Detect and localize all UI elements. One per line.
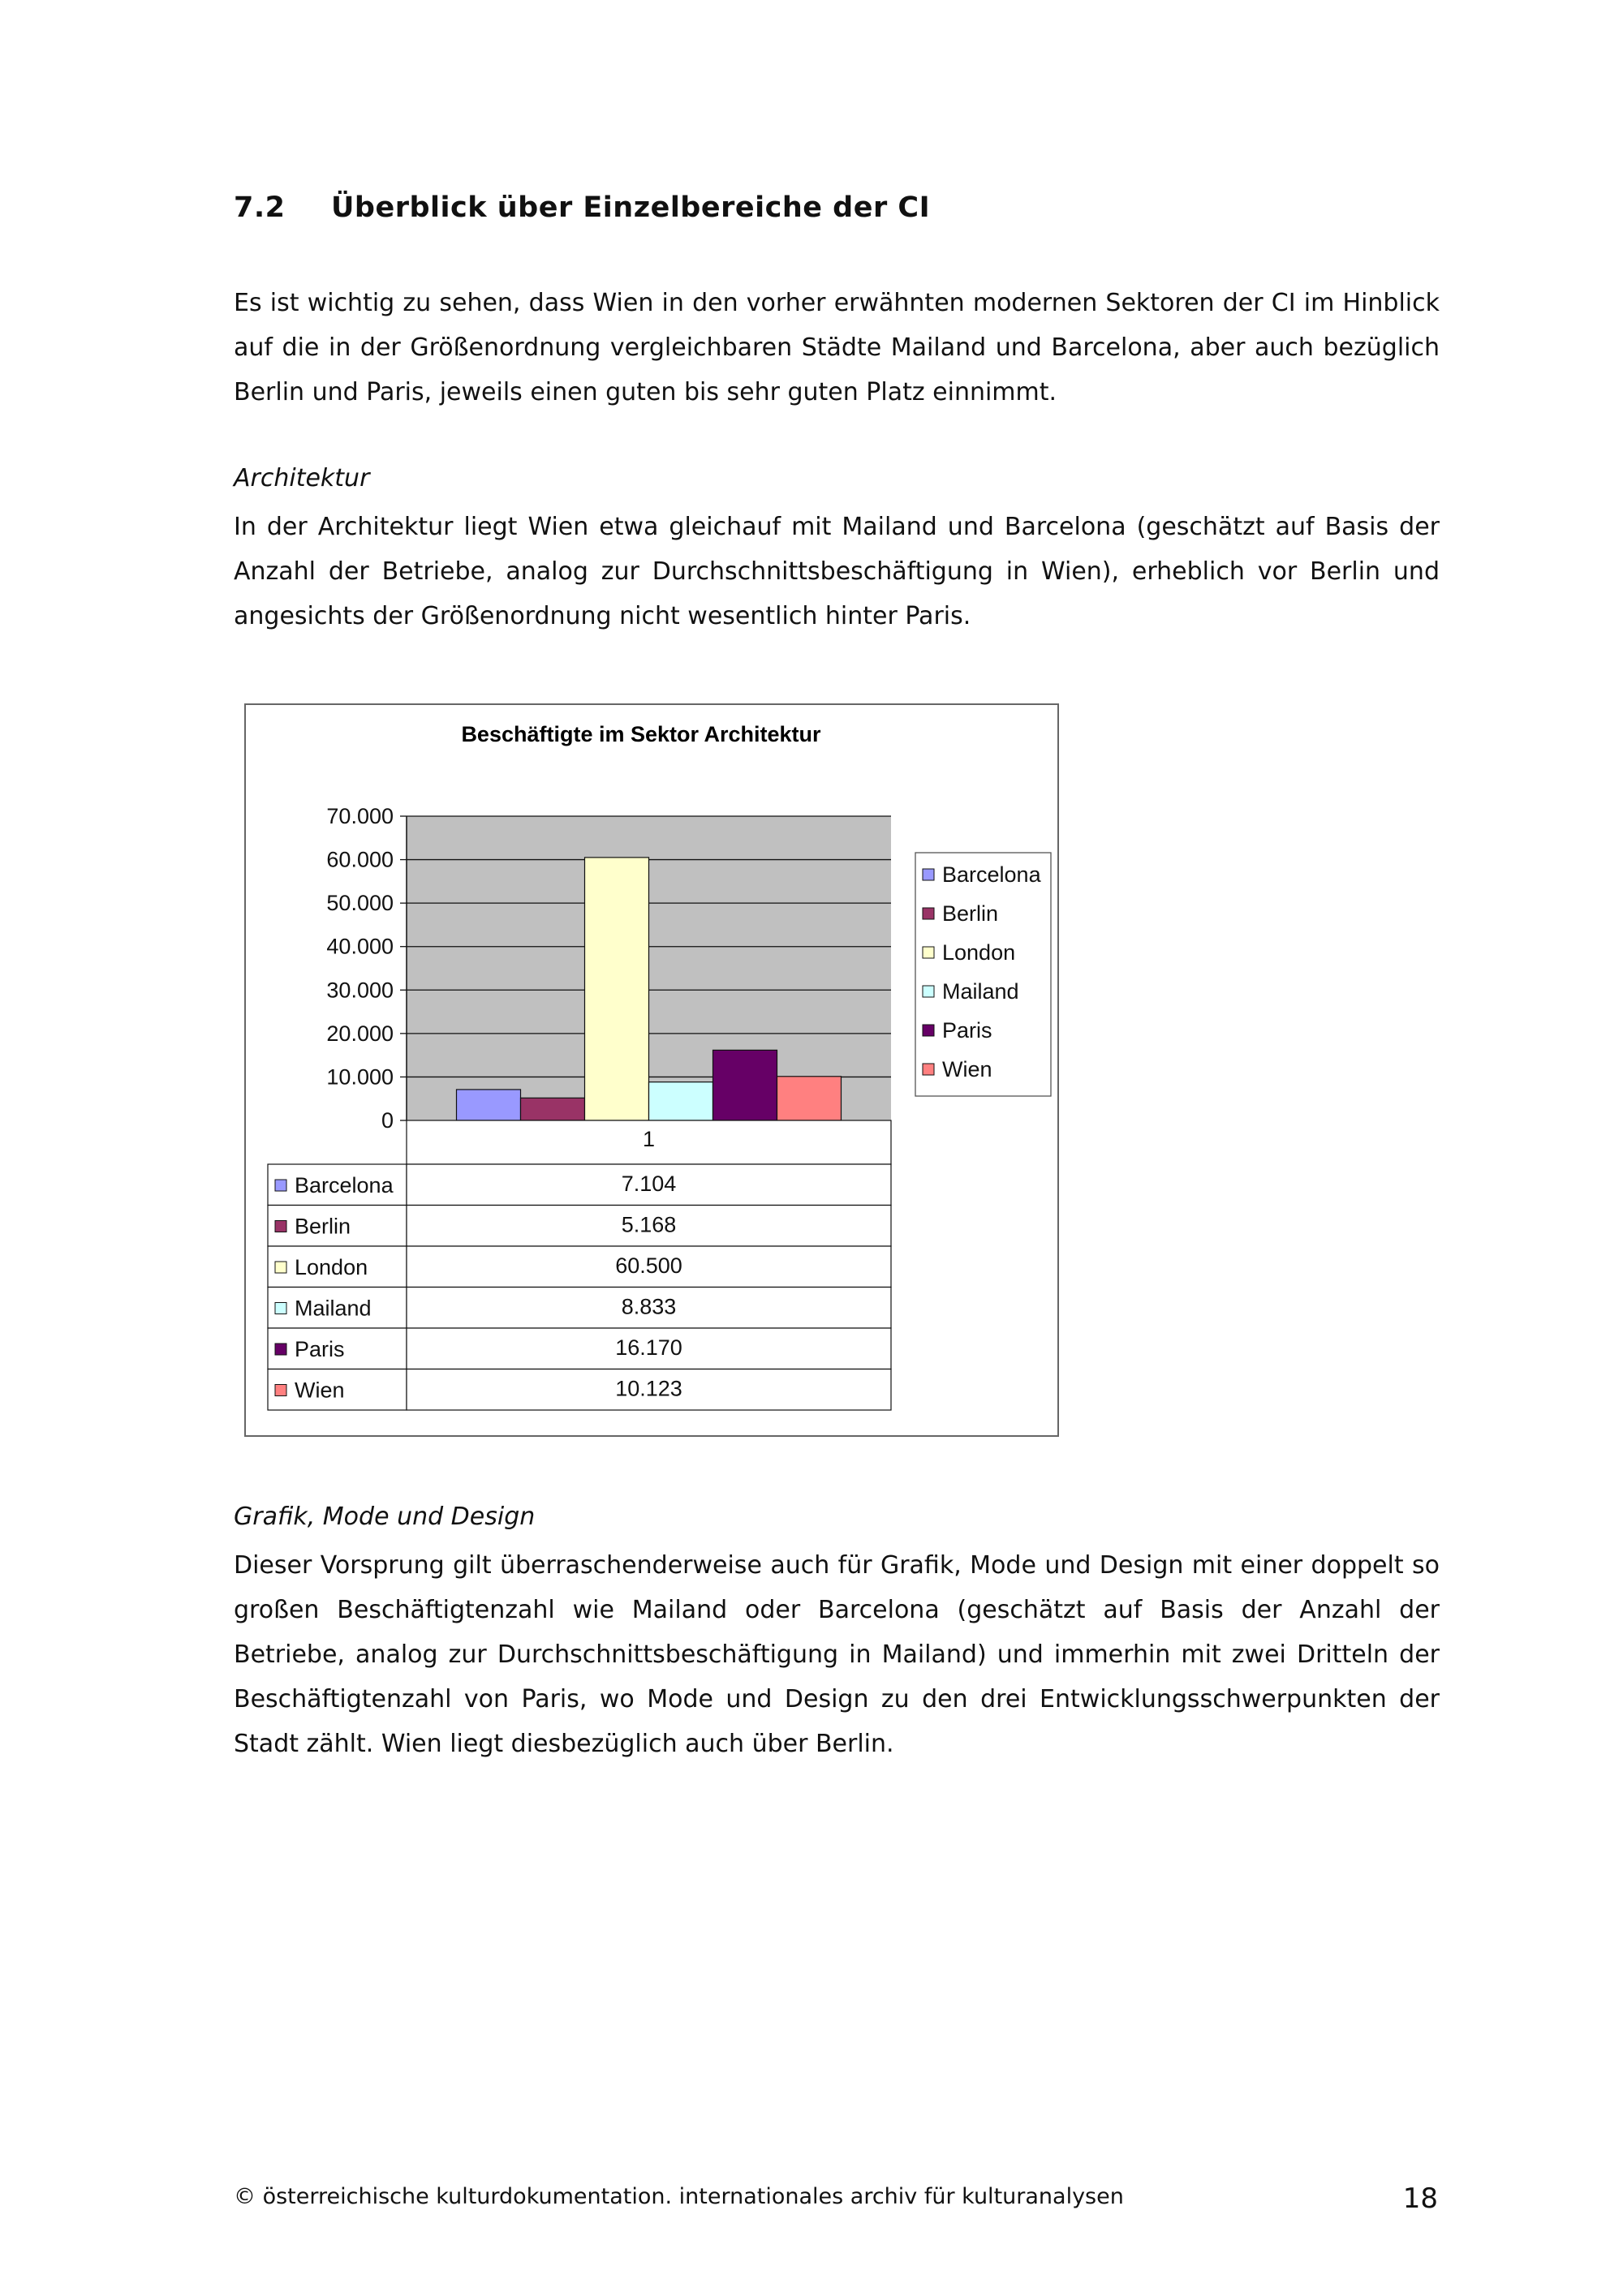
legend-label: Wien	[942, 1057, 992, 1081]
y-tick-label: 70.000	[326, 804, 394, 828]
y-tick-label: 50.000	[326, 891, 394, 916]
category-label: 1	[642, 1127, 656, 1151]
legend-label: Barcelona	[942, 862, 1041, 887]
table-swatch-berlin	[275, 1221, 286, 1232]
legend-swatch-mailand	[923, 986, 934, 997]
y-tick-label: 30.000	[326, 978, 394, 1003]
table-swatch-mailand	[275, 1303, 286, 1314]
table-value: 60.500	[615, 1253, 682, 1278]
architektur-heading: Architektur	[234, 464, 370, 492]
footer-copyright: © österreichische kulturdokumentation. internationales archiv für kulturanalysen	[234, 2184, 1124, 2209]
y-tick-label: 60.000	[326, 847, 394, 872]
table-series-name: Wien	[295, 1378, 345, 1403]
table-value: 16.170	[615, 1335, 682, 1360]
table-series-name: Berlin	[295, 1214, 351, 1239]
architektur-bar-chart	[246, 705, 1057, 1435]
y-tick-label: 40.000	[326, 934, 394, 959]
grafik-heading: Grafik, Mode und Design	[234, 1503, 536, 1531]
bar-barcelona	[457, 1090, 521, 1120]
legend-label: Paris	[942, 1018, 992, 1043]
bar-wien	[777, 1077, 842, 1120]
page-number: 18	[1402, 2182, 1438, 2215]
legend-label: London	[942, 940, 1016, 965]
legend-swatch-barcelona	[923, 869, 934, 880]
table-swatch-barcelona	[275, 1180, 286, 1191]
y-tick-label: 10.000	[326, 1064, 394, 1090]
legend-swatch-london	[923, 947, 934, 958]
table-swatch-paris	[275, 1344, 286, 1355]
intro-paragraph: Es ist wichtig zu sehen, dass Wien in den vorher erwähnten modernen Sektoren der CI im Hinblick auf die in der Größenordnung vergleichbaren Städte Mailand und Barcelona, aber auch bezüglich Berlin und Paris, jeweils einen guten bis sehr guten Platz einnimmt.	[234, 289, 1440, 406]
table-swatch-wien	[275, 1385, 286, 1396]
bar-paris	[713, 1050, 777, 1120]
table-swatch-london	[275, 1262, 286, 1273]
section-heading	[234, 191, 930, 224]
table-value: 7.104	[621, 1172, 677, 1196]
grafik-paragraph: Dieser Vorsprung gilt überraschenderweise auch für Grafik, Mode und Design mit einer doppelt so großen Beschäftigtenzahl wie Mailand oder Barcelona (geschätzt auf Basis der Anzahl der Betriebe, analog zur Durchschnittsbeschäftigung in Mailand) und immerhin mit zwei Dritteln der Beschäftigtenzahl von Paris, wo Mode und Design zu den drei Entwicklungsschwerpunkten der Stadt zählt. Wien liegt diesbezüglich auch über Berlin.	[234, 1551, 1440, 1758]
y-tick-label: 0	[381, 1108, 394, 1133]
legend-swatch-berlin	[923, 908, 934, 919]
bar-london	[585, 858, 649, 1120]
table-value: 5.168	[621, 1212, 677, 1237]
section-title: Überblick über Einzelbereiche der CI	[331, 191, 931, 224]
bar-mailand	[649, 1082, 713, 1120]
chart-title: Beschäftigte im Sektor Architektur	[461, 722, 821, 746]
table-value: 8.833	[621, 1294, 677, 1319]
section-number: 7.2	[234, 191, 286, 224]
legend-label: Berlin	[942, 901, 999, 926]
legend-swatch-wien	[923, 1064, 934, 1075]
table-value: 10.123	[615, 1376, 682, 1401]
table-series-name: Barcelona	[295, 1173, 394, 1197]
y-tick-label: 20.000	[326, 1021, 394, 1046]
legend-label: Mailand	[942, 979, 1019, 1004]
table-series-name: London	[295, 1255, 368, 1279]
table-series-name: Mailand	[295, 1296, 372, 1321]
bar-berlin	[521, 1098, 585, 1120]
legend-swatch-paris	[923, 1025, 934, 1036]
architektur-paragraph: In der Architektur liegt Wien etwa gleichauf mit Mailand und Barcelona (geschätzt auf Basis der Anzahl der Betriebe, analog zur Durchschnittsbeschäftigung in Wien), erheblich vor Berlin und angesichts der Größenordnung nicht wesentlich hinter Paris.	[234, 513, 1440, 630]
table-series-name: Paris	[295, 1337, 345, 1361]
chart-frame	[244, 703, 1059, 1437]
